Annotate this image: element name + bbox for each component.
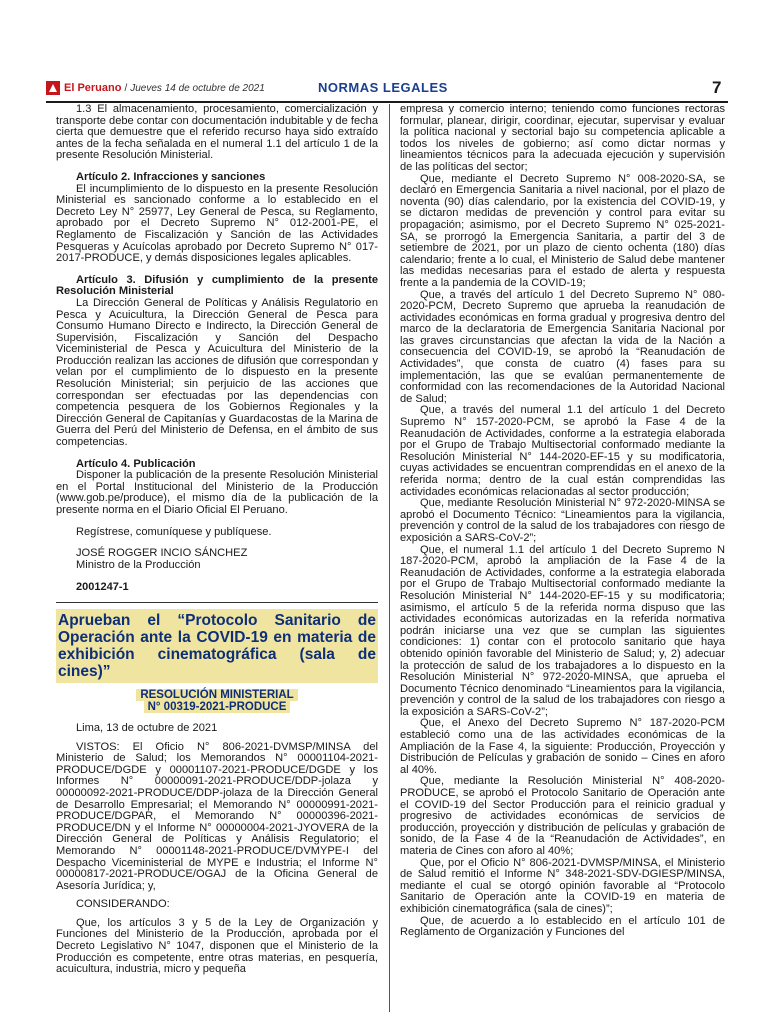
norma-code: 2001247-1 [76, 581, 129, 594]
norma-title: Aprueban el “Protocolo Sanitario de Operación ante la COVID-19 en materia de exhibición cinematográfica (sala de cines)” [56, 609, 378, 683]
paragraph: Que, mediante Resolución Ministerial N° 972-2020-MINSA se aprobó el Documento Técnico: “Lineamientos para la vigilancia, prevención y control de la salud de los trabajadores con riesgo de exposición a SARS-CoV-2”; [400, 497, 725, 544]
left-column [56, 104, 378, 976]
paragraph: Que, por el Oficio N° 806-2021-DVMSP/MINSA, el Ministerio de Salud remitió el Informe N° 348-2021-SDV-DGIESP/MINSA, mediante el cual se otorgó opinión favorable al “Protocolo Sanitario de Operación ante la COVID-19 en materia de exhibición cinematográfica (sala de cines)”; [400, 856, 725, 915]
brand-name: El Peruano [64, 82, 122, 94]
paragraph: La Dirección General de Políticas y Análisis Regulatorio en Pesca y Acuicultura, la Dirección General de Pesca para Consumo Humano Directo e Indirecto, la Dirección General de Supervisión, Fiscalización y Sanción del Despacho Viceministerial de Pesca y Acuicultura del Ministerio de la Producción realizan las acciones de difusión que correspondan y velan por el cumplimiento de lo dispuesto en la presente Resolución Ministerial; sin perjuicio de las acciones que correspondan ser efectuadas por las dependencias con competencia pesquera de los Gobiernos Regionales y la Dirección General de Capitanías y Guardacostas de la Marina de Guerra del Perú del Ministerio de Defensa, en el ámbito de sus competencias. [56, 296, 378, 449]
right-column [400, 104, 725, 939]
closing-formula: Regístrese, comuníquese y publíquese. [76, 525, 272, 538]
article-heading: Artículo 2. Infracciones y sanciones [76, 170, 266, 183]
article-heading: Artículo 4. Publicación [76, 457, 196, 470]
resolution-label: RESOLUCIÓN MINISTERIAL [136, 689, 297, 701]
section-title: NORMAS LEGALES [318, 80, 448, 95]
paragraph: 1.3 El almacenamiento, procesamiento, comercialización y transporte debe contar con documentación indubitable y de fecha cierta que demuestre que el referido recurso haya sido extraído antes de la fecha señalada en el numeral 1.1 del artículo 1 de la presente Resolución Ministerial. [56, 103, 378, 162]
paragraph: Que, el numeral 1.1 del artículo 1 del Decreto Supremo N 187-2020-PCM, aprobó la ampliación de la Fase 4 de la Reanudación de Actividades, conforme a la estrategia elaborada por el Grupo de Trabajo Multisectorial conformado mediante la Resolución Ministerial N° 144-2020-EF-15 y su modificatoria; asimismo, el artículo 5 de la referida norma dispuso que las actividades económicas autorizadas en la referida normativa podrán iniciarse una vez que se cumplan las siguientes condiciones: 1) contar con el protocolo sanitario que haya obtenido opinión favorable del Ministerio de Salud; y, 2) adecuar la protección de salud de los trabajadores a lo dispuesto en la Resolución Ministerial N° 972-2020-MINSA, que aprueba el Documento Técnico denominado “Lineamientos para la vigilancia, prevención y control de la salud de los trabajadores con riesgo a la exposición a SARS-CoV-2”; [400, 543, 725, 718]
header-date: Jueves 14 de octubre de 2021 [130, 82, 265, 94]
place-date: Lima, 13 de octubre de 2021 [76, 721, 218, 734]
paragraph: Que, a través del numeral 1.1 del artículo 1 del Decreto Supremo N° 157-2020-PCM, se aprobó la Fase 4 de la Reanudación de Actividades, conforme a la estrategia elaborada por el Grupo de Trabajo Multisectorial conformado mediante la Resolución Ministerial N° 144-2020-EF-15 y su modificatoria, cuyas actividades se encuentran comprendidas en el anexo de la referida norma; dentro de la cual están comprendidas las actividades económicas relacionadas al sector producción; [400, 404, 725, 498]
resolution-title [56, 689, 378, 713]
paragraph: Que, de acuerdo a lo establecido en el artículo 101 de Reglamento de Organización y Funciones del [400, 914, 725, 939]
article-heading: Artículo 3. Difusión y cumplimiento de la presente Resolución Ministerial [56, 273, 378, 298]
el-peruano-logo-icon [46, 81, 60, 95]
paragraph: Que, mediante la Resolución Ministerial N° 408-2020-PRODUCE, se aprobó el Protocolo Sanitario de Operación ante el COVID-19 del Sector Producción para el reinicio gradual y progresivo de actividades económicas de servicios de producción, proyección y distribución de películas y grabación de sonido, de la Fase 4 de la “Reanudación de Actividades”, en materia de Cines con aforo al 40%; [400, 775, 725, 857]
signer-role: Ministro de la Producción [76, 558, 201, 571]
resolution-number: N° 00319-2021-PRODUCE [144, 701, 291, 713]
paragraph: empresa y comercio interno; teniendo como funciones rectoras formular, planear, dirigir, coordinar, ejecutar, supervisar y evaluar la política nacional y sectorial bajo su competencia aplicable a todos los niveles de gobierno; así como dictar normas y lineamientos técnicos para la adecuada ejecución y supervisión de las políticas del sector; [400, 103, 725, 173]
paragraph: Que, el Anexo del Decreto Supremo N° 187-2020-PCM estableció como una de las actividades económicas de la Ampliación de la Fase 4, la siguiente: Producción, Proyección y Distribución de Películas y grabación de sonido – Cines en aforo al 40%. [400, 717, 725, 776]
column-divider [389, 104, 390, 1012]
considerando-heading: CONSIDERANDO: [76, 898, 170, 911]
paragraph: Disponer la publicación de la presente Resolución Ministerial en el Portal Institucional del Ministerio de la Producción (www.gob.pe/produce), el mismo día de la publicación de la presente norma en el Diario Oficial El Peruano. [56, 469, 378, 516]
signer-name: JOSÉ ROGGER INCIO SÁNCHEZ [76, 547, 248, 560]
header-separator: / [124, 82, 128, 94]
paragraph: Que, los artículos 3 y 5 de la Ley de Organización y Funciones del Ministerio de la Producción, aprobada por el Decreto Legislativo N° 1047, disponen que el Ministerio de la Producción es competente, entre otras materias, en pesquería, acuicultura, industria, micro y pequeña [56, 916, 378, 976]
vistos-paragraph: VISTOS: El Oficio N° 806-2021-DVMSP/MINSA del Ministerio de Salud; los Memorandos N° 00001104-2021-PRODUCE/DGDE y 00001107-2021-PRODUCE/DGDE y los Informes N° 00000091-2021-PRODUCE/DDP-jolaza y 00000092-2021-PRODUCE/DDP-jolaza de la Dirección General de Desarrollo Empresarial; el Memorando N° 00000991-2021-PRODUCE/DGPAR, el Memorando N° 00000396-2021-PRODUCE/DN y el Informe N° 00000004-2021-JYOVERA de la Dirección General de Políticas y Análisis Regulatorio; el Memorando N° 00001148-2021-PRODUCE/DVMYPE-I del Despacho Viceministerial de MYPE e Industria; el Informe N° 00000817-2021-PRODUCE/OGAJ de la Oficina General de Asesoría Jurídica; y, [56, 740, 378, 892]
page-number: 7 [712, 78, 722, 97]
paragraph: Que, mediante el Decreto Supremo N° 008-2020-SA, se declaró en Emergencia Sanitaria a nivel nacional, por el plazo de noventa (90) días calendario, por la existencia del COVID-19, y se dictaron medidas de prevención y control para evitar su propagación; asimismo, por el Decreto Supremo N° 025-2021-SA, se prorrogó la Emergencia Sanitaria, a partir del 3 de setiembre de 2021, por un plazo de ciento ochenta (180) días calendario; frente a lo cual, el Ministerio de Salud debe mantener las medidas necesarias para el estado de alerta y respuesta frente a la pandemia de la COVID-19; [400, 172, 725, 289]
divider [56, 602, 378, 603]
paragraph: El incumplimiento de lo dispuesto en la presente Resolución Ministerial es sancionado conforme a lo establecido en el Decreto Ley N° 25977, Ley General de Pesca, su Reglamento, aprobado por el Decreto Supremo N° 012-2001-PE, el Reglamento de Fiscalización y Sanción de las Actividades Pesqueras y Acuícolas aprobado por Decreto Supremo N° 017-2017-PRODUCE, y demás disposiciones legales aplicables. [56, 182, 378, 265]
paragraph: Que, a través del artículo 1 del Decreto Supremo N° 080-2020-PCM, Decreto Supremo que aprueba la reanudación de actividades económicas en forma gradual y progresiva dentro del marco de la declaratoria de Emergencia Sanitaria Nacional por las graves circunstancias que afectan la vida de la Nación a consecuencia del COVID-19, se aprobó la “Reanudación de Actividades”, que consta de cuatro (4) fases para su implementación, las que se evalúan permanentemente de conformidad con las recomendaciones de la Autoridad Nacional de Salud; [400, 288, 725, 405]
